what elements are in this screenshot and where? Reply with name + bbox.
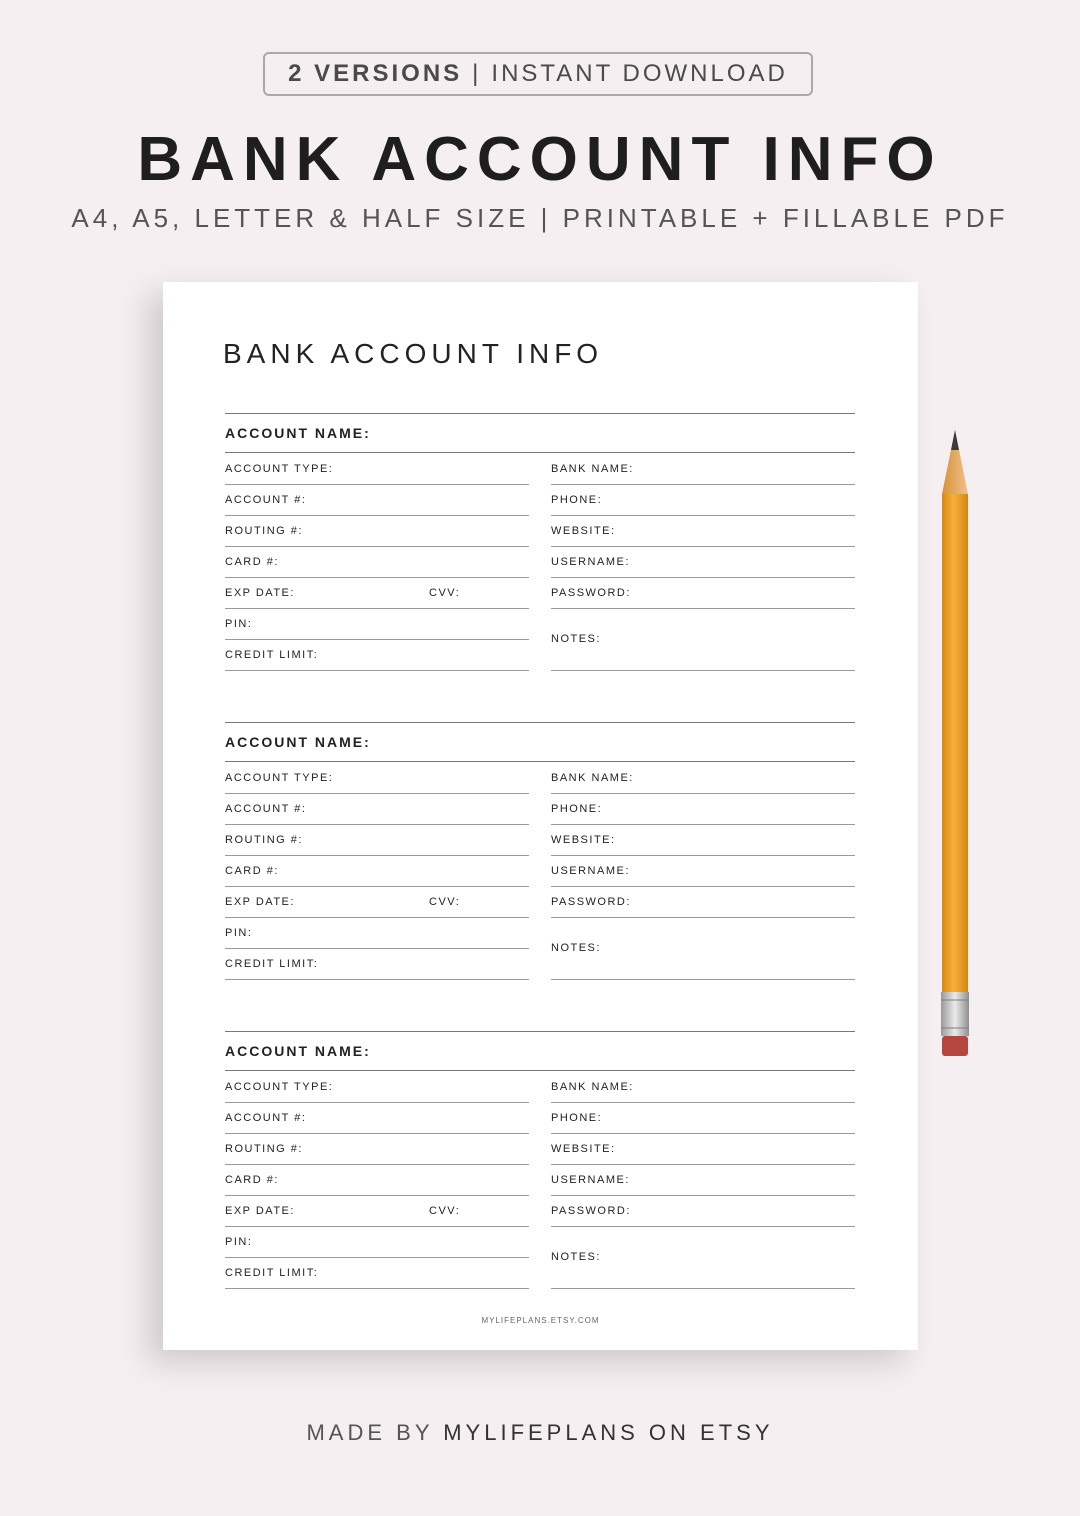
bank-name-label: BANK NAME: <box>551 1081 634 1093</box>
account-type-field[interactable] <box>225 1072 529 1103</box>
phone-label: PHONE: <box>551 1112 603 1124</box>
notes-label: NOTES: <box>551 1251 601 1263</box>
credit-brand: MYLIFEPLANS ON ETSY <box>443 1420 774 1445</box>
phone-field[interactable] <box>551 794 855 825</box>
cvv-label: CVV: <box>429 587 461 599</box>
website-label: WEBSITE: <box>551 1143 616 1155</box>
pin-field[interactable] <box>225 918 529 949</box>
sheet-footer: MYLIFEPLANS.ETSY.COM <box>481 1316 600 1325</box>
phone-field[interactable] <box>551 485 855 516</box>
phone-label: PHONE: <box>551 803 603 815</box>
notes-label: NOTES: <box>551 942 601 954</box>
routing-number-field[interactable] <box>225 1134 529 1165</box>
username-field[interactable] <box>551 856 855 887</box>
exp-date-label: EXP DATE: <box>225 896 295 908</box>
credit-limit-label: CREDIT LIMIT: <box>225 958 319 970</box>
page-title: BANK ACCOUNT INFO <box>137 125 943 194</box>
phone-label: PHONE: <box>551 494 603 506</box>
version-badge <box>263 52 813 96</box>
account-name-label: ACCOUNT NAME: <box>225 734 371 750</box>
cvv-label: CVV: <box>429 1205 461 1217</box>
credit-limit-field[interactable] <box>225 640 529 671</box>
account-number-field[interactable] <box>225 485 529 516</box>
pin-field[interactable] <box>225 1227 529 1258</box>
account-type-label: ACCOUNT TYPE: <box>225 772 334 784</box>
account-section <box>225 413 855 673</box>
account-type-field[interactable] <box>225 763 529 794</box>
phone-field[interactable] <box>551 1103 855 1134</box>
badge-separator: | <box>472 60 482 87</box>
card-number-label: CARD #: <box>225 1174 279 1186</box>
exp-date-field[interactable] <box>225 1196 529 1227</box>
exp-date-label: EXP DATE: <box>225 587 295 599</box>
account-name-label: ACCOUNT NAME: <box>225 425 371 441</box>
bank-name-label: BANK NAME: <box>551 463 634 475</box>
routing-number-label: ROUTING #: <box>225 1143 303 1155</box>
website-field[interactable] <box>551 516 855 547</box>
page-subtitle: A4, A5, LETTER & HALF SIZE | PRINTABLE + FILLABLE PDF <box>71 203 1009 233</box>
password-label: PASSWORD: <box>551 896 631 908</box>
bank-name-field[interactable] <box>551 763 855 794</box>
username-label: USERNAME: <box>551 1174 630 1186</box>
username-field[interactable] <box>551 547 855 578</box>
bank-name-field[interactable] <box>551 454 855 485</box>
account-type-field[interactable] <box>225 454 529 485</box>
exp-date-field[interactable] <box>225 578 529 609</box>
username-field[interactable] <box>551 1165 855 1196</box>
exp-date-field[interactable] <box>225 887 529 918</box>
cvv-label: CVV: <box>429 896 461 908</box>
password-label: PASSWORD: <box>551 587 631 599</box>
website-field[interactable] <box>551 1134 855 1165</box>
pin-label: PIN: <box>225 618 253 630</box>
password-field[interactable] <box>551 887 855 918</box>
made-by-credit <box>0 1420 1080 1446</box>
notes-field[interactable] <box>551 609 855 671</box>
routing-number-field[interactable] <box>225 516 529 547</box>
account-type-label: ACCOUNT TYPE: <box>225 1081 334 1093</box>
username-label: USERNAME: <box>551 556 630 568</box>
account-number-label: ACCOUNT #: <box>225 1112 307 1124</box>
pin-field[interactable] <box>225 609 529 640</box>
credit-limit-label: CREDIT LIMIT: <box>225 649 319 661</box>
credit-prefix: MADE BY <box>306 1420 434 1445</box>
exp-date-label: EXP DATE: <box>225 1205 295 1217</box>
bank-name-field[interactable] <box>551 1072 855 1103</box>
account-section <box>225 722 855 982</box>
credit-limit-field[interactable] <box>225 1258 529 1289</box>
card-number-field[interactable] <box>225 547 529 578</box>
credit-limit-field[interactable] <box>225 949 529 980</box>
website-label: WEBSITE: <box>551 525 616 537</box>
account-number-label: ACCOUNT #: <box>225 494 307 506</box>
badge-versions: 2 VERSIONS <box>288 60 463 87</box>
website-label: WEBSITE: <box>551 834 616 846</box>
printable-sheet <box>163 282 918 1350</box>
account-number-field[interactable] <box>225 794 529 825</box>
card-number-label: CARD #: <box>225 556 279 568</box>
bank-name-label: BANK NAME: <box>551 772 634 784</box>
account-type-label: ACCOUNT TYPE: <box>225 463 334 475</box>
website-field[interactable] <box>551 825 855 856</box>
account-number-label: ACCOUNT #: <box>225 803 307 815</box>
account-name-field[interactable] <box>225 722 855 762</box>
account-number-field[interactable] <box>225 1103 529 1134</box>
notes-field[interactable] <box>551 1227 855 1289</box>
password-label: PASSWORD: <box>551 1205 631 1217</box>
pin-label: PIN: <box>225 927 253 939</box>
card-number-label: CARD #: <box>225 865 279 877</box>
account-name-field[interactable] <box>225 1031 855 1071</box>
sheet-title: BANK ACCOUNT INFO <box>223 338 604 369</box>
routing-number-label: ROUTING #: <box>225 525 303 537</box>
notes-label: NOTES: <box>551 633 601 645</box>
card-number-field[interactable] <box>225 1165 529 1196</box>
account-name-field[interactable] <box>225 413 855 453</box>
account-section <box>225 1031 855 1291</box>
credit-limit-label: CREDIT LIMIT: <box>225 1267 319 1279</box>
username-label: USERNAME: <box>551 865 630 877</box>
pin-label: PIN: <box>225 1236 253 1248</box>
password-field[interactable] <box>551 1196 855 1227</box>
routing-number-field[interactable] <box>225 825 529 856</box>
password-field[interactable] <box>551 578 855 609</box>
card-number-field[interactable] <box>225 856 529 887</box>
pencil-icon <box>938 428 974 1058</box>
account-name-label: ACCOUNT NAME: <box>225 1043 371 1059</box>
notes-field[interactable] <box>551 918 855 980</box>
badge-download: INSTANT DOWNLOAD <box>491 60 788 87</box>
routing-number-label: ROUTING #: <box>225 834 303 846</box>
